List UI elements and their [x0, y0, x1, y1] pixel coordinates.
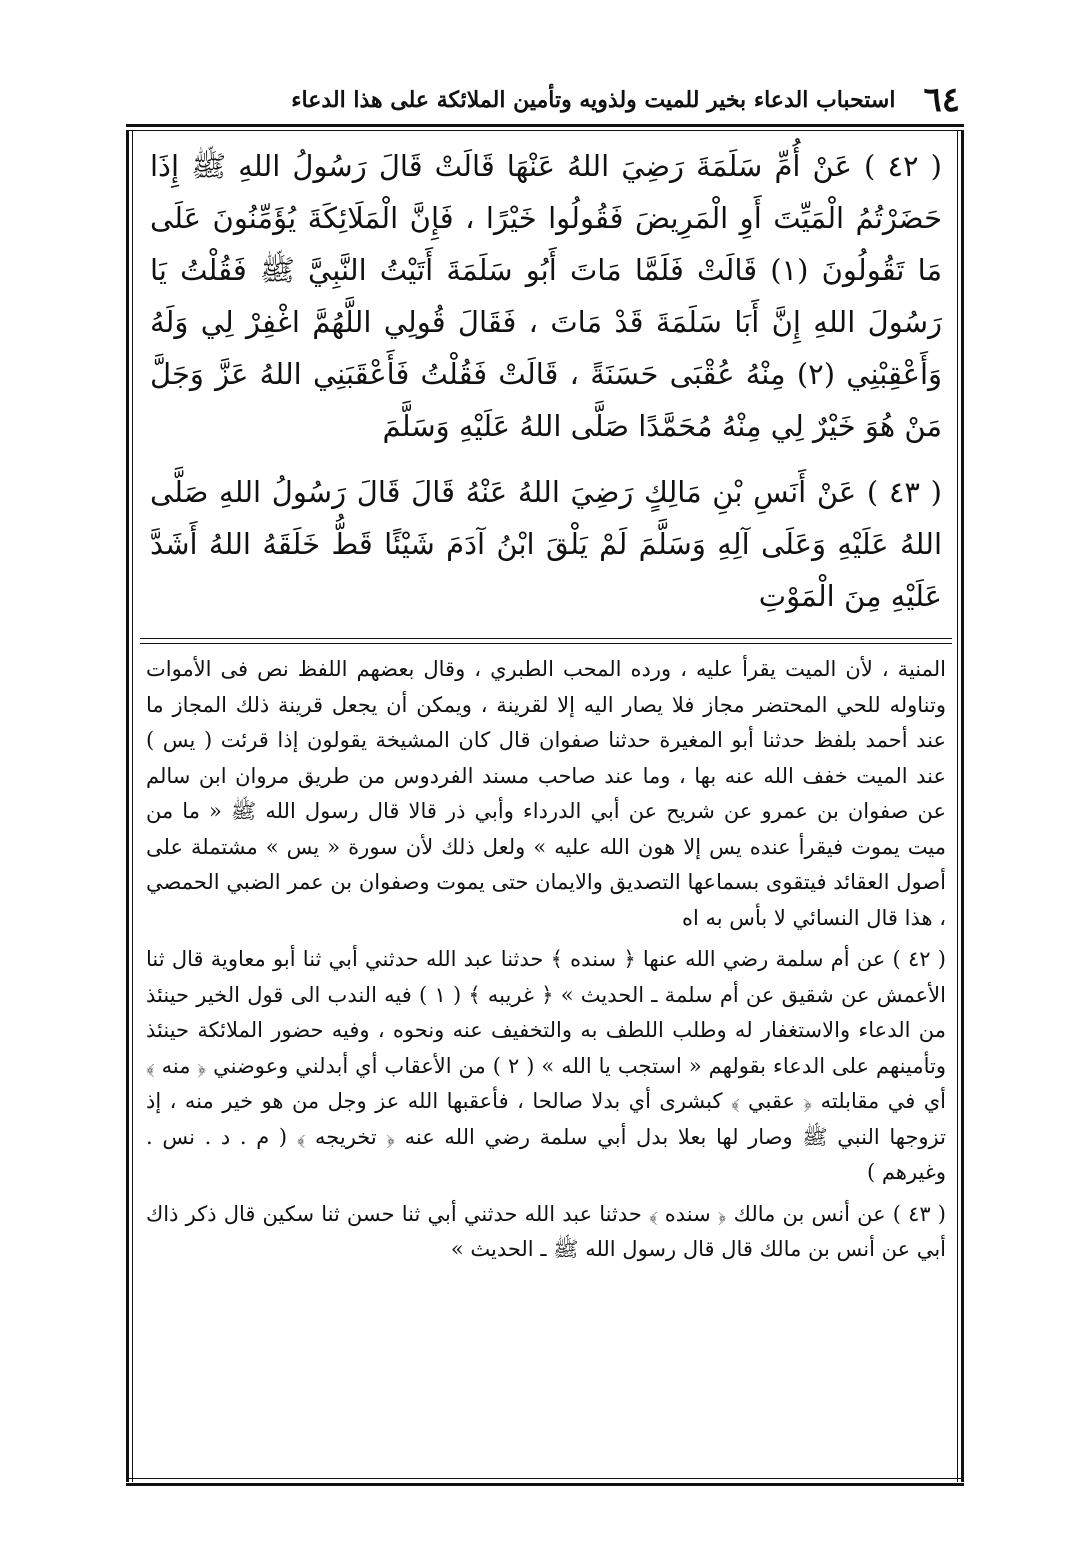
- hadith-42: ( ٤٢ ) عَنْ أُمِّ سَلَمَةَ رَضِيَ اللهُ عَنْهَا قَالَتْ قَالَ رَسُولُ اللهِ ﷺ إِذَا حَضَرْتُمُ الْمَيِّتَ أَوِ الْمَرِيضَ فَقُولُوا خَيْرًا ، فَإِنَّ الْمَلَائِكَةَ يُؤَمِّنُونَ عَلَى مَا تَقُولُونَ (١) قَالَتْ فَلَمَّا مَاتَ أَبُو سَلَمَةَ أَتَيْتُ النَّبِيَّ ﷺ فَقُلْتُ يَا رَسُولَ اللهِ إِنَّ أَبَا سَلَمَةَ قَدْ مَاتَ ، فَقَالَ قُولِي اللَّهُمَّ اغْفِرْ لِي وَلَهُ وَأَعْقِبْنِي (٢) مِنْهُ عُقْبَى حَسَنَةً ، قَالَتْ فَقُلْتُ فَأَعْقَبَنِي اللهُ عَزَّ وَجَلَّ مَنْ هُوَ خَيْرٌ لِي مِنْهُ مُحَمَّدًا صَلَّى اللهُ عَلَيْهِ وَسَلَّمَ: [150, 149, 943, 443]
- frame-right-rule-thin: [957, 130, 958, 1482]
- frame-bottom-rule-thin: [126, 1478, 964, 1479]
- running-header: [200, 80, 960, 120]
- frame-right-rule: [961, 130, 964, 1482]
- frame-top-rule: [126, 124, 964, 127]
- running-title: استحباب الدعاء بخير للميت ولذويه وتأمين الملائكة على هذا الدعاء: [291, 87, 896, 113]
- hadith-text: [150, 140, 942, 630]
- frame-left-rule-thin: [132, 130, 133, 1482]
- commentary-note-43: ( ٤٣ ) عن أنس بن مالك ﴿ سنده ﴾ حدثنا عبد الله حدثني أبي ثنا حسن ثنا سكين قال ذكر ذاك أبي عن أنس بن مالك قال قال رسول الله ﷺ ـ الحديث »: [146, 1201, 946, 1261]
- page-number: ٦٤: [923, 80, 960, 120]
- frame-left-rule: [126, 130, 129, 1482]
- commentary: [146, 652, 946, 1470]
- commentary-continuation: المنية ، لأن الميت يقرأ عليه ، ورده المحب الطبري ، وقال بعضهم اللفظ نص فى الأموات وتناوله للحي المحتضر مجاز فلا يصار اليه إلا لقرينة ، ويمكن أن يجعل قرينة ذلك المجاز ما عند أحمد بلفظ حدثنا أبو المغيرة حدثنا صفوان قال كان المشيخة يقولون إذا قرئت ( يس ) عند الميت خفف الله عنه بها ، وما عند صاحب مسند الفردوس من طريق مروان ابن سالم عن صفوان بن عمرو عن شريح عن أبي الدرداء وأبي ذر قالا قال رسول الله ﷺ « ما من ميت يموت فيقرأ عنده يس إلا هون الله عليه » ولعل ذلك لأن سورة « يس » مشتملة على أصول العقائد فيتقوى بسماعها التصديق والايمان حتى يموت وصفوان بن عمر الضبي الحمصي ، هذا قال النسائي لا بأس به اه: [146, 657, 946, 930]
- separator-rule: [140, 638, 952, 639]
- frame-bottom-rule: [126, 1483, 964, 1486]
- hadith-43: ( ٤٣ ) عَنْ أَنَسِ بْنِ مَالِكٍ رَضِيَ اللهُ عَنْهُ قَالَ قَالَ رَسُولُ اللهِ صَلَّى اللهُ عَلَيْهِ وَعَلَى آلِهِ وَسَلَّمَ لَمْ يَلْقَ ابْنُ آدَمَ شَيْئًا قَطُّ خَلَقَهُ اللهُ أَشَدَّ عَلَيْهِ مِنَ الْمَوْتِ: [150, 475, 942, 613]
- separator-rule-second: [140, 643, 952, 644]
- frame-top-rule-thin: [126, 130, 964, 131]
- commentary-note-42: ( ٤٢ ) عن أم سلمة رضي الله عنها ﴿ سنده ﴾ حدثنا عبد الله حدثني أبي ثنا أبو معاوية قال ثنا الأعمش عن شقيق عن أم سلمة ـ الحديث » ﴿ غريبه ﴾ ( ١ ) فيه الندب الى قول الخير حينئذ من الدعاء والاستغفار له وطلب اللطف به والتخفيف عنه ونحوه ، وفيه حضور الملائكة حينئذ وتأمينهم على الدعاء بقولهم « استجب يا الله » ( ٢ ) من الأعقاب أي أبدلني وعوضني ﴿ منه ﴾ أي في مقابلته ﴿ عقبي ﴾ كبشرى أي بدلا صالحا ، فأعقبها الله عز وجل من هو خير منه ، إذ تزوجها النبي ﷺ وصار لها بعلا بدل أبي سلمة رضي الله عنه ﴿ تخريجه ﴾ ( م . د . نس . وغيرهم ): [146, 947, 946, 1184]
